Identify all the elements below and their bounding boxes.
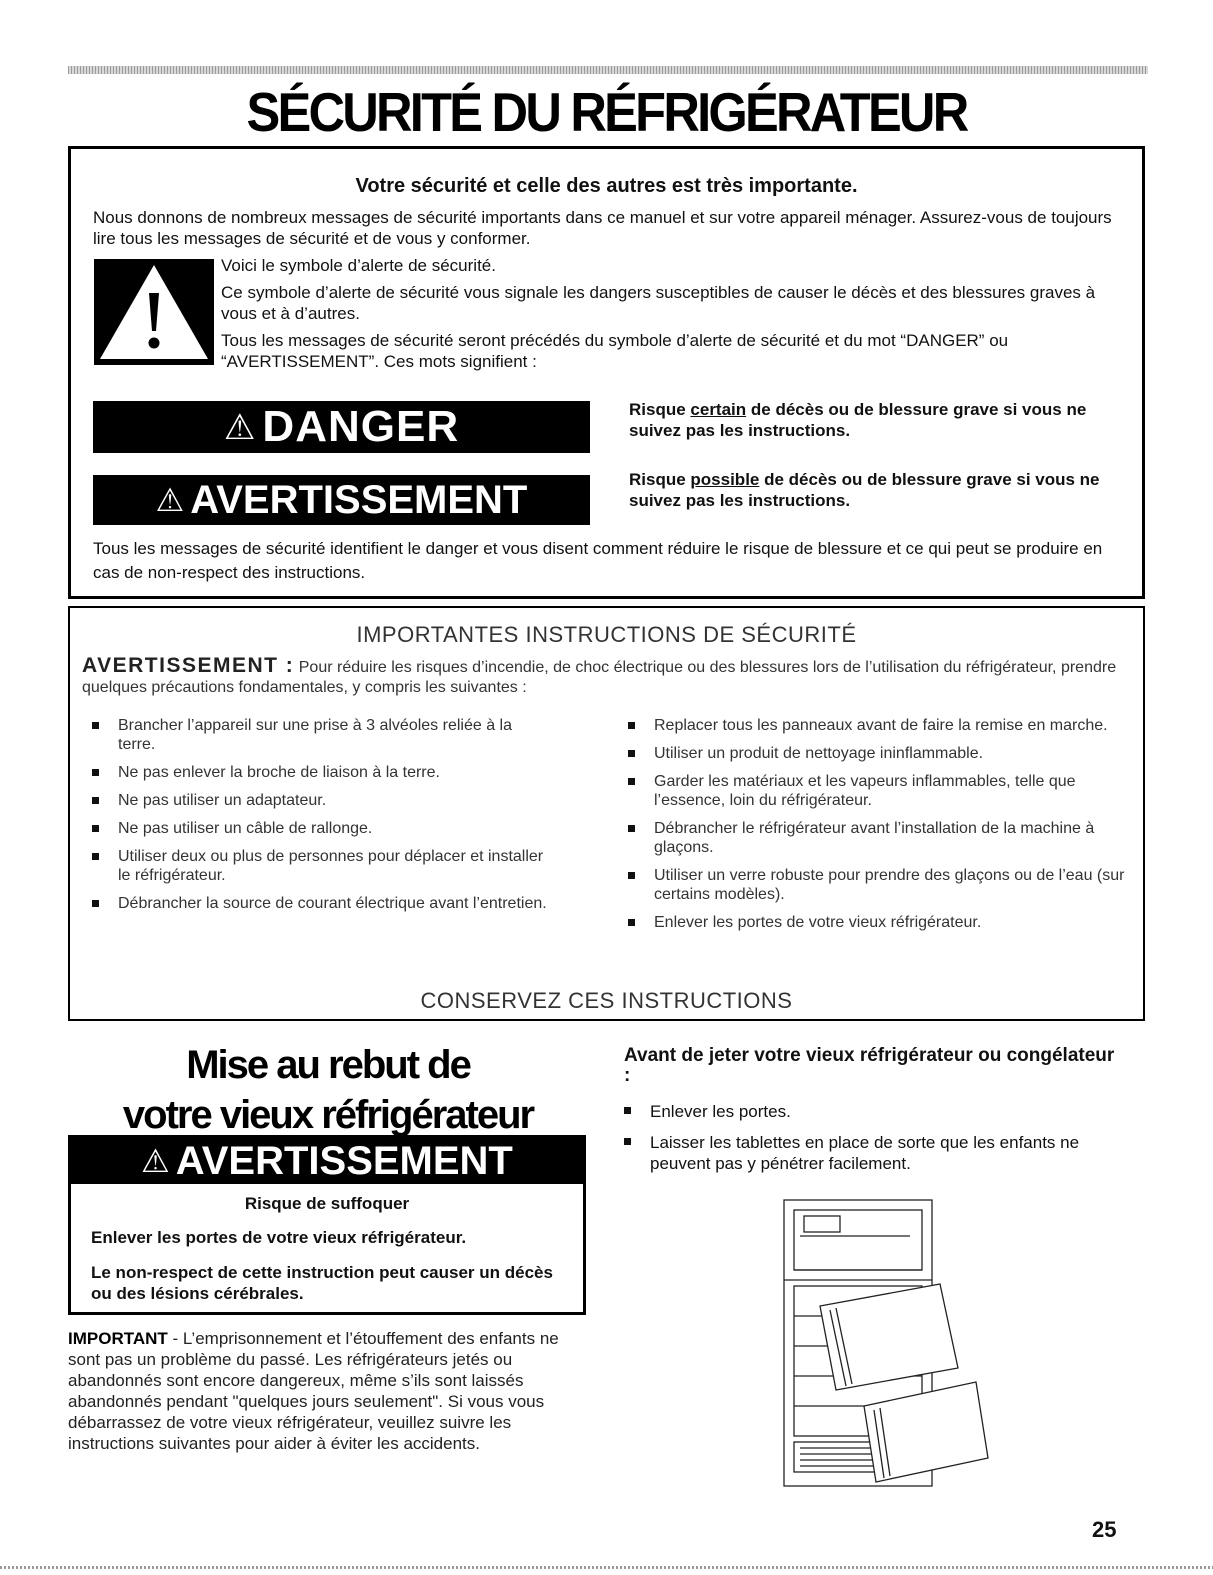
list-item: Débrancher le réfrigérateur avant l’installation de la machine à glaçons. [618, 819, 1138, 857]
warning-label: AVERTISSEMENT [175, 1138, 513, 1183]
important-paragraph [68, 1328, 588, 1454]
list-item: Garder les matériaux et les vapeurs inflammables, telle que l’essence, loin du réfrigérateur. [618, 772, 1138, 810]
symbol-line-3: Tous les messages de sécurité seront précédés du symbole d’alerte de sécurité et du mot “DANGER” ou “AVERTISSEMENT”. Ces mots signifient : [221, 331, 1009, 371]
list-item: Enlever les portes. [614, 1101, 1134, 1122]
list-item: Ne pas utiliser un câble de rallonge. [82, 819, 552, 838]
warning-label: AVERTISSEMENT [190, 477, 528, 522]
list-item: Débrancher la source de courant électrique avant l’entretien. [82, 894, 552, 913]
list-item: Utiliser un produit de nettoyage ininflammable. [618, 744, 1138, 763]
safety-messages-box [68, 146, 1145, 599]
safety-alert-icon [94, 259, 214, 365]
important-label: IMPORTANT [68, 1329, 168, 1348]
list-item: Enlever les portes de votre vieux réfrigérateur. [618, 913, 1138, 932]
important-instructions-box [68, 606, 1145, 1021]
warning-triangle-icon: ⚠ [223, 407, 257, 447]
instructions-heading: IMPORTANTES INSTRUCTIONS DE SÉCURITÉ [356, 622, 857, 647]
warning-signal-banner [93, 475, 590, 525]
danger-description [629, 399, 1109, 441]
danger-desc-post: de décès ou de blessure grave si vous ne suivez pas les instructions. [629, 400, 1087, 440]
warning-desc-post: de décès ou de blessure grave si vous ne suivez pas les instructions. [629, 470, 1100, 510]
warning-triangle-icon: ⚠ [155, 482, 185, 518]
danger-desc-pre: Risque [629, 400, 691, 419]
instructions-intro [82, 656, 1132, 698]
list-item: Replacer tous les panneaux avant de faire la remise en marche. [618, 716, 1138, 735]
bottom-rule [0, 1566, 1213, 1569]
safety-intro: Nous donnons de nombreux messages de sécurité importants dans ce manuel et sur votre appareil ménager. Assurez-vous de toujours lire tous les messages de sécurité et de vous y conformer. [93, 208, 1112, 248]
warning-triangle-icon: ⚠ [141, 1143, 170, 1179]
disposal-list [614, 1101, 1134, 1184]
list-item: Ne pas utiliser un adaptateur. [82, 791, 552, 810]
consequence-line: Le non-respect de cette instruction peut causer un décès ou des lésions cérébrales. [91, 1263, 553, 1303]
page-number: 25 [1092, 1517, 1117, 1542]
disposal-title-line-1: Mise au rebut de [186, 1043, 470, 1087]
danger-desc-underlined: certain [690, 400, 747, 419]
symbol-explanation [221, 255, 1101, 378]
danger-label: DANGER [262, 402, 460, 451]
warning-word: AVERTISSEMENT : [82, 654, 295, 677]
instructions-intro-text: Pour réduire les risques d’incendie, de choc électrique ou des blessures lors de l’utilisation du réfrigérateur, prendre quelques précautions fondamentales, y compris les suivantes : [82, 659, 1117, 696]
safety-heading: Votre sécurité et celle des autres est très importante. [355, 175, 858, 197]
page-title: SÉCURITÉ DU RÉFRIGÉRATEUR [246, 81, 967, 143]
disposal-title-line-2: votre vieux réfrigérateur [122, 1093, 534, 1137]
refrigerator-illustration [780, 1196, 992, 1491]
top-rule [68, 66, 1148, 74]
instructions-list-left [82, 716, 552, 922]
remove-doors-line: Enlever les portes de votre vieux réfrigérateur. [91, 1228, 467, 1247]
list-item: Ne pas enlever la broche de liaison à la terre. [82, 763, 552, 782]
warning-desc-underlined: possible [690, 470, 760, 489]
warning-description [629, 469, 1109, 511]
warning-signal-banner [71, 1138, 583, 1184]
list-item: Laisser les tablettes en place de sorte que les enfants ne peuvent pas y pénétrer facilement. [614, 1132, 1134, 1174]
symbol-line-1: Voici le symbole d’alerte de sécurité. [221, 256, 496, 275]
important-text: - L’emprisonnement et l’étouffement des enfants ne sont pas un problème du passé. Les réfrigérateurs jetés ou abandonnés sont encore dangereux, même s’ils sont laissés abandonnés pendant "quelques jours seulement". Si vous vous débarrassez de votre vieux réfrigérateur, veuillez suivre les instructions suivantes pour aider à éviter les accidents. [68, 1329, 559, 1453]
list-item: Utiliser deux ou plus de personnes pour déplacer et installer le réfrigérateur. [82, 847, 552, 885]
warning-desc-pre: Risque [629, 470, 691, 489]
suffocation-warning-box [68, 1135, 586, 1315]
instructions-list-right [618, 716, 1138, 941]
suffocation-risk: Risque de suffoquer [244, 1194, 410, 1213]
safety-footer: Tous les messages de sécurité identifient le danger et vous disent comment réduire le risque de blessure et ce qui peut se produire en cas de non-respect des instructions. [93, 539, 1103, 582]
disposal-title [68, 1040, 588, 1140]
danger-signal-banner [93, 401, 590, 453]
symbol-line-2: Ce symbole d’alerte de sécurité vous signale les dangers susceptibles de causer le décès et des blessures graves à vous et à d’autres. [221, 283, 1096, 323]
list-item: Brancher l’appareil sur une prise à 3 alvéoles reliée à la terre. [82, 716, 552, 754]
instructions-footer: CONSERVEZ CES INSTRUCTIONS [420, 988, 793, 1013]
before-discarding-heading: Avant de jeter votre vieux réfrigérateur ou congélateur : [624, 1045, 1115, 1086]
list-item: Utiliser un verre robuste pour prendre des glaçons ou de l’eau (sur certains modèles). [618, 866, 1138, 904]
